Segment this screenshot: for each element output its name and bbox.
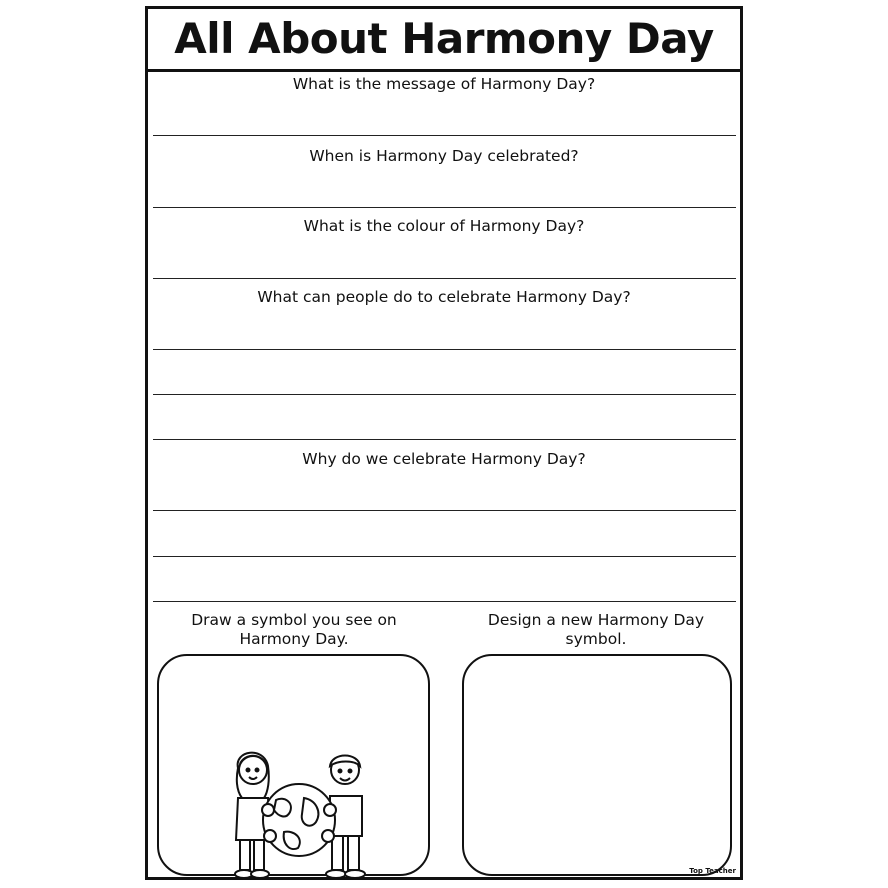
design-symbol-caption [460,611,732,649]
draw-symbol-caption-line2: Harmony Day. [239,630,349,648]
answer-line[interactable] [153,556,736,557]
answer-line[interactable] [153,601,736,602]
answer-line[interactable] [153,135,736,136]
answer-line[interactable] [153,278,736,279]
design-symbol-caption-line1: Design a new Harmony Day [487,611,705,629]
answer-line[interactable] [153,439,736,440]
question-colour: What is the colour of Harmony Day? [303,217,585,235]
design-symbol-box[interactable] [462,654,732,876]
draw-symbol-caption [158,611,430,649]
title-band [148,9,740,72]
draw-symbol-caption-line1: Draw a symbol you see on [191,611,397,629]
answer-line[interactable] [153,349,736,350]
answer-line[interactable] [153,394,736,395]
question-celebrate-how: What can people do to celebrate Harmony Day? [257,288,631,306]
question-when: When is Harmony Day celebrated? [309,147,579,165]
answer-line[interactable] [153,207,736,208]
design-symbol-caption-line2: symbol. [565,630,627,648]
question-why: Why do we celebrate Harmony Day? [302,450,586,468]
question-message: What is the message of Harmony Day? [292,75,596,93]
answer-line[interactable] [153,510,736,511]
children-holding-globe-icon [224,740,374,885]
brand-logo: Top Teacher [689,867,736,875]
page-title: All About Harmony Day [174,14,714,63]
